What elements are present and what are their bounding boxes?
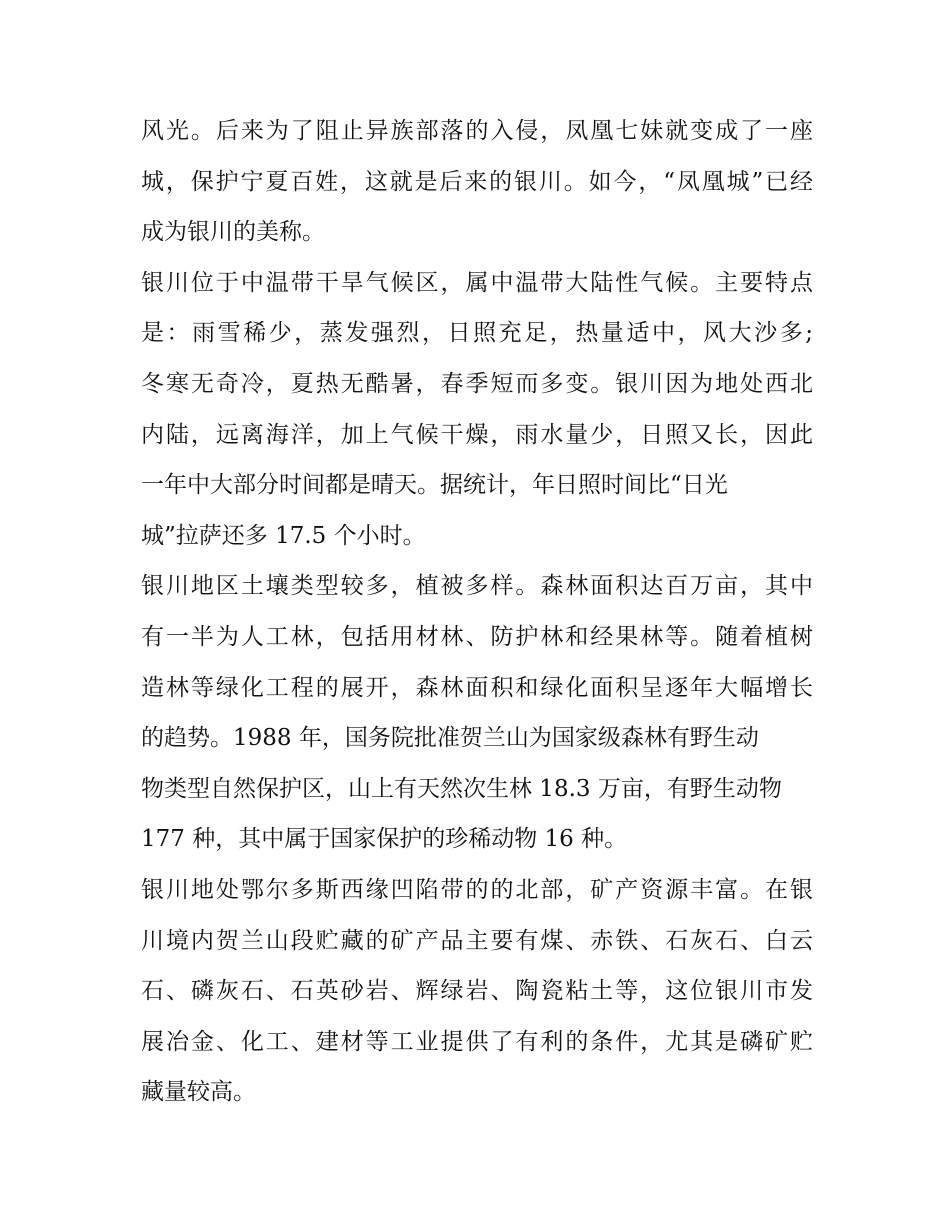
paragraph-4 (141, 865, 813, 1118)
text-line: 成为银川的美称。 (141, 219, 325, 246)
text-line: 银川地处鄂尔多斯西缘凹陷带的的北部，矿产资源丰富。在银 (141, 876, 813, 903)
text-line: 177 种，其中属于国家保护的珍稀动物 16 种。 (141, 826, 628, 853)
text-line: 内陆，远离海洋，加上气候干燥，雨水量少，日照又长，因此 (141, 421, 813, 448)
document-body (141, 106, 813, 1118)
text-line: 藏量较高。 (141, 1079, 256, 1106)
text-line: 的趋势。1988 年，国务院批准贺兰山为国家级森林有野生动 (141, 725, 759, 752)
text-line: 川境内贺兰山段贮藏的矿产品主要有煤、赤铁、石灰石、白云 (141, 927, 813, 954)
text-line: 石、磷灰石、石英砂岩、辉绿岩、陶瓷粘土等，这位银川市发 (141, 978, 813, 1005)
text-line: 风光。后来为了阻止异族部落的入侵，凤凰七妹就变成了一座 (141, 118, 813, 144)
text-line: 是：雨雪稀少，蒸发强烈，日照充足，热量适中，风大沙多; (141, 320, 813, 347)
paragraph-1 (141, 106, 813, 258)
text-line: 有一半为人工林，包括用材林、防护林和经果林等。随着植树 (141, 623, 813, 650)
text-line: 一年中大部分时间都是晴天。据统计，年日照时间比“日光 (141, 472, 728, 499)
paragraph-2 (141, 258, 813, 562)
text-line: 冬寒无奇冷，夏热无酷暑，春季短而多变。银川因为地处西北 (141, 370, 813, 397)
text-line: 银川地区土壤类型较多，植被多样。森林面积达百万亩，其中 (141, 573, 813, 600)
text-line: 造林等绿化工程的展开，森林面积和绿化面积呈逐年大幅增长 (141, 674, 813, 701)
text-line: 城”拉萨还多 17.5 个小时。 (141, 522, 426, 549)
paragraph-3 (141, 561, 813, 865)
text-line: 展冶金、化工、建材等工业提供了有利的条件，尤其是磷矿贮 (141, 1028, 813, 1055)
text-line: 物类型自然保护区，山上有天然次生林 18.3 万亩，有野生动物 (141, 775, 782, 802)
text-line: 银川位于中温带干旱气候区，属中温带大陆性气候。主要特点 (141, 269, 813, 296)
text-line: 城，保护宁夏百姓，这就是后来的银川。如今，“凤凰城”已经 (141, 168, 813, 195)
